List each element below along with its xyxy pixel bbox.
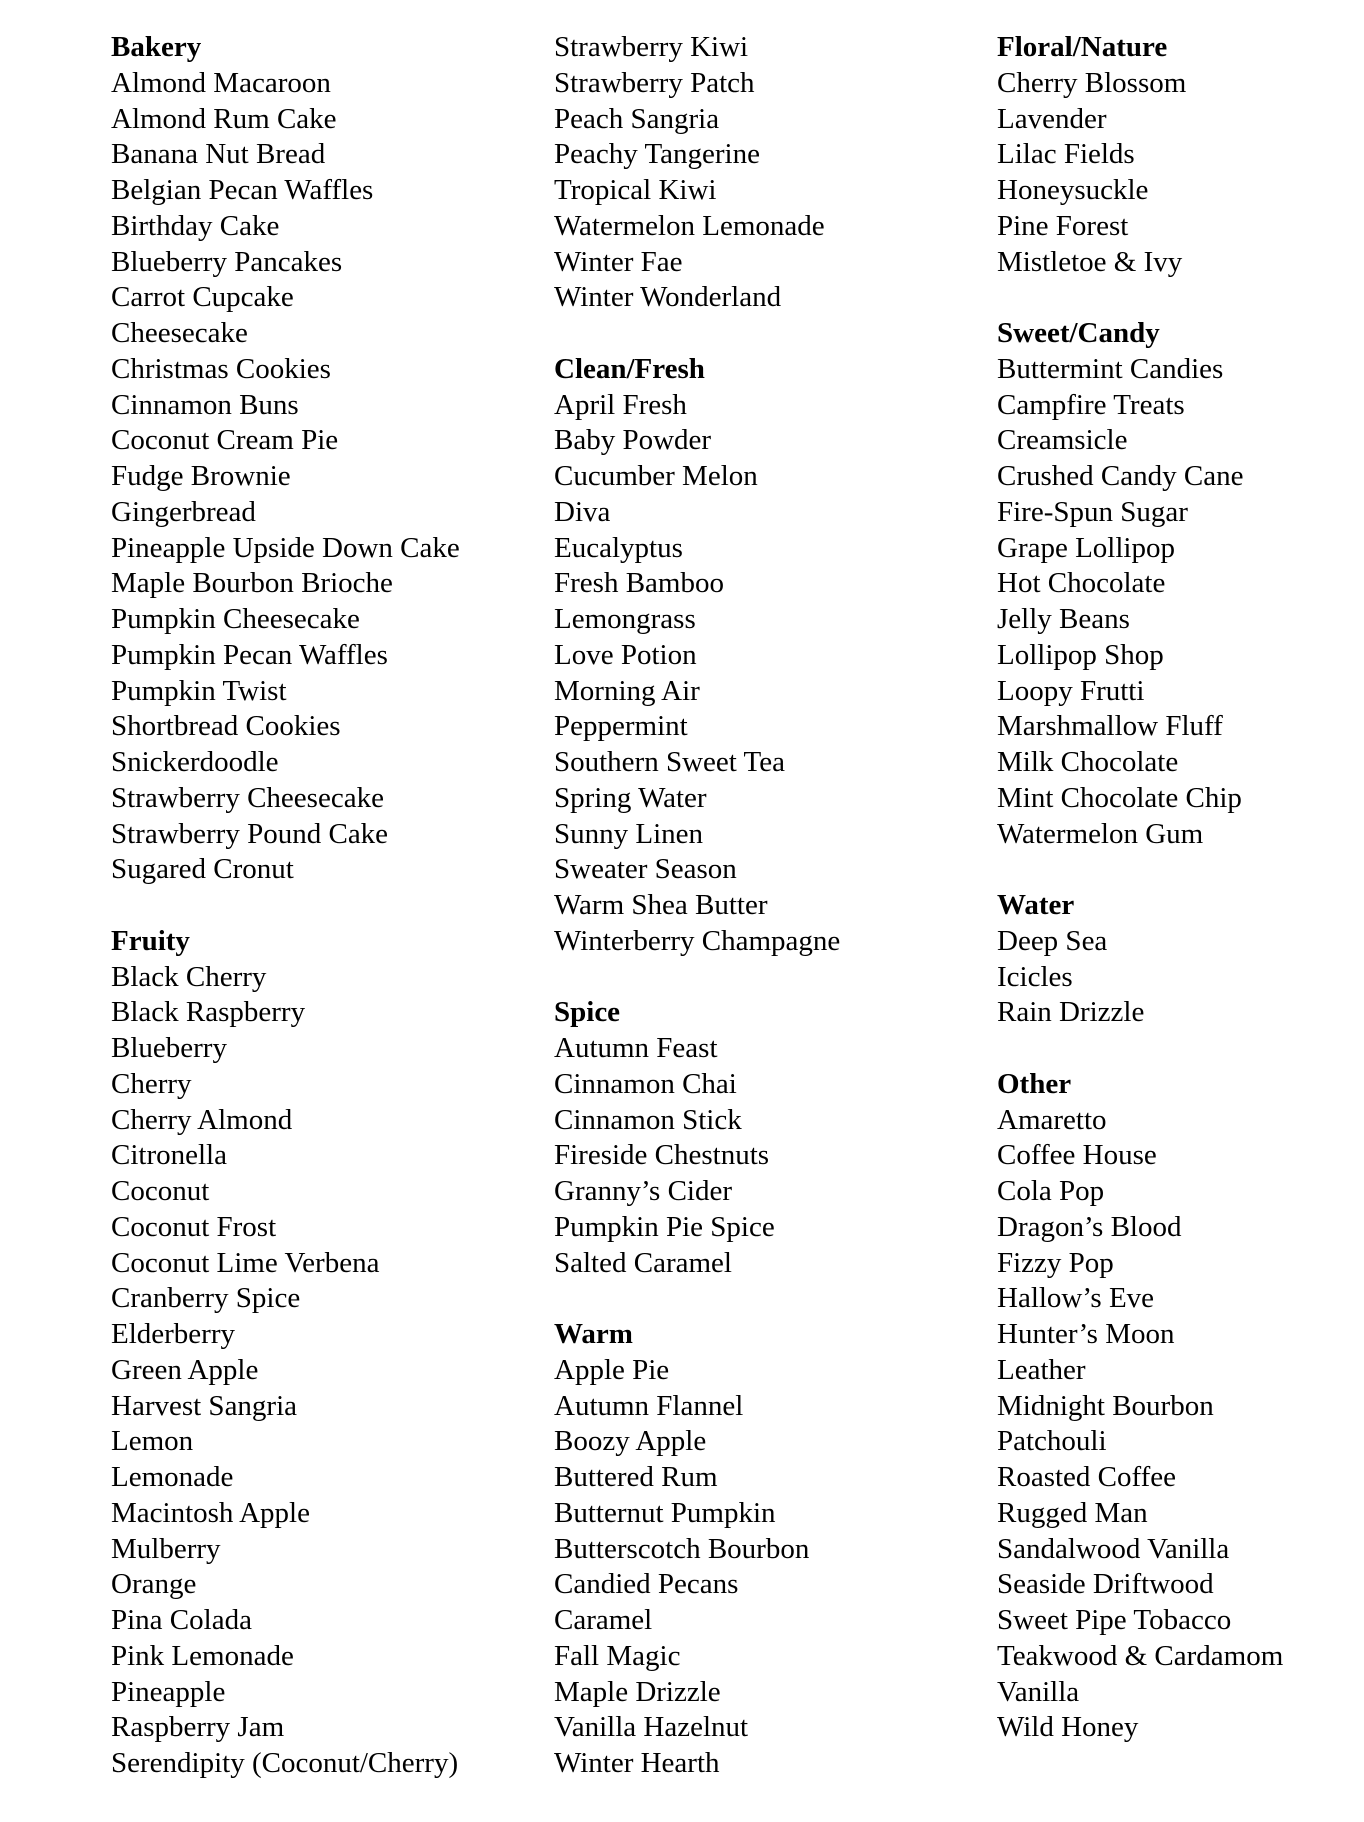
section-spacer <box>554 316 974 352</box>
scent-item: Almond Macaroon <box>111 66 331 99</box>
scent-item: Loopy Frutti <box>997 674 1145 707</box>
scent-item: Wild Honey <box>997 1711 1139 1744</box>
section-spacer <box>997 852 1364 888</box>
scent-item: Boozy Apple <box>554 1425 707 1458</box>
scent-item: Pumpkin Pecan Waffles <box>111 638 388 671</box>
scent-item: Mint Chocolate Chip <box>997 781 1242 814</box>
scent-item: Maple Bourbon Brioche <box>111 567 393 600</box>
scent-item: Creamsicle <box>997 424 1128 457</box>
scent-item: Buttered Rum <box>554 1461 718 1493</box>
scent-item: Coffee House <box>997 1139 1157 1172</box>
scent-item: Lavender <box>997 102 1107 135</box>
scent-item: Dragon’s Blood <box>997 1210 1182 1243</box>
scent-item: Lilac Fields <box>997 138 1135 171</box>
scent-item: Fireside Chestnuts <box>554 1139 770 1172</box>
scent-item: Peachy Tangerine <box>554 138 760 171</box>
scent-item: Belgian Pecan Waffles <box>111 174 374 206</box>
scent-item: Baby Powder <box>554 424 712 457</box>
scent-item: Cherry <box>111 1067 192 1100</box>
scent-item: Sweater Season <box>554 853 737 886</box>
scent-item: Strawberry Cheesecake <box>111 781 384 814</box>
scent-item: Salted Caramel <box>554 1246 732 1279</box>
column-1 <box>111 30 531 1782</box>
section-heading: Warm <box>554 1318 633 1350</box>
scent-item: Pink Lemonade <box>111 1639 294 1672</box>
scent-item: Tropical Kiwi <box>554 174 717 206</box>
scent-item: Hunter’s Moon <box>997 1318 1175 1350</box>
scent-item: Black Raspberry <box>111 996 306 1029</box>
scent-item: Patchouli <box>997 1425 1107 1458</box>
scent-item: Autumn Flannel <box>554 1389 744 1422</box>
section-heading: Bakery <box>111 31 202 63</box>
scent-item: Vanilla <box>997 1675 1080 1708</box>
scent-item: Diva <box>554 495 611 528</box>
scent-item: Marshmallow Fluff <box>997 710 1223 743</box>
scent-item: Pumpkin Twist <box>111 674 287 707</box>
scent-item: Southern Sweet Tea <box>554 746 785 778</box>
scent-item: Watermelon Gum <box>997 817 1204 850</box>
scent-item: Sandalwood Vanilla <box>997 1532 1230 1565</box>
scent-item: Coconut Frost <box>111 1210 277 1243</box>
scent-item: Cherry Blossom <box>997 66 1187 99</box>
scent-item: Leather <box>997 1353 1086 1386</box>
scent-item: Harvest Sangria <box>111 1389 298 1422</box>
scent-item: Elderberry <box>111 1318 235 1350</box>
scent-item: Lemongrass <box>554 603 696 635</box>
section-heading: Water <box>997 889 1075 921</box>
scent-item: Lollipop Shop <box>997 638 1164 671</box>
scent-item: Rain Drizzle <box>997 996 1145 1029</box>
column-3 <box>997 30 1364 1746</box>
scent-item: Pineapple <box>111 1675 226 1708</box>
scent-item: Strawberry Kiwi <box>554 31 749 63</box>
scent-item: Coconut Cream Pie <box>111 424 339 457</box>
scent-item: Honeysuckle <box>997 174 1149 206</box>
scent-item: Winter Wonderland <box>554 281 782 314</box>
scent-item: Caramel <box>554 1604 653 1636</box>
scent-item: Watermelon Lemonade <box>554 209 825 242</box>
scent-item: Roasted Coffee <box>997 1461 1177 1493</box>
scent-item: Teakwood & Cardamom <box>997 1639 1284 1672</box>
scent-item: Seaside Driftwood <box>997 1568 1214 1601</box>
scent-item: Strawberry Pound Cake <box>111 817 389 850</box>
scent-item: Pine Forest <box>997 209 1129 242</box>
scent-item: Coconut Lime Verbena <box>111 1246 380 1279</box>
scent-item: Sugared Cronut <box>111 853 294 886</box>
scent-item: Birthday Cake <box>111 209 280 242</box>
scent-item: Sunny Linen <box>554 817 704 850</box>
scent-item: Cherry Almond <box>111 1103 293 1136</box>
scent-item: Butterscotch Bourbon <box>554 1532 810 1565</box>
scent-item: Morning Air <box>554 674 700 707</box>
scent-item: Spring Water <box>554 781 707 814</box>
scent-item: Gingerbread <box>111 495 256 528</box>
scent-item: Fresh Bamboo <box>554 567 724 600</box>
scent-item: Coconut <box>111 1175 210 1207</box>
scent-item: Granny’s Cider <box>554 1175 732 1207</box>
scent-item: Deep Sea <box>997 924 1108 957</box>
scent-item: Apple Pie <box>554 1353 670 1386</box>
scent-item: Blueberry Pancakes <box>111 245 343 278</box>
scent-item: Grape Lollipop <box>997 531 1175 564</box>
scent-item: Raspberry Jam <box>111 1711 285 1744</box>
scent-item: Love Potion <box>554 638 697 671</box>
scent-item: Amaretto <box>997 1103 1107 1136</box>
scent-item: Campfire Treats <box>997 388 1185 421</box>
scent-item: April Fresh <box>554 388 687 421</box>
scent-item: Peppermint <box>554 710 688 743</box>
scent-item: Strawberry Patch <box>554 66 755 99</box>
scent-item: Fall Magic <box>554 1639 681 1672</box>
scent-item: Cinnamon Stick <box>554 1103 742 1136</box>
column-2 <box>554 30 974 1782</box>
section-spacer <box>111 888 531 924</box>
scent-item: Butternut Pumpkin <box>554 1496 776 1529</box>
scent-item: Snickerdoodle <box>111 746 279 778</box>
section-heading: Floral/Nature <box>997 31 1168 63</box>
scent-item: Winterberry Champagne <box>554 924 841 957</box>
section-heading: Spice <box>554 996 621 1029</box>
section-heading: Other <box>997 1067 1072 1100</box>
scent-item: Pina Colada <box>111 1604 252 1636</box>
scent-item: Maple Drizzle <box>554 1675 721 1708</box>
scent-item: Cucumber Melon <box>554 460 758 492</box>
scent-item: Orange <box>111 1568 197 1601</box>
scent-item: Sweet Pipe Tobacco <box>997 1604 1232 1636</box>
scent-item: Blueberry <box>111 1032 227 1064</box>
scent-item: Green Apple <box>111 1353 259 1386</box>
scent-item: Peach Sangria <box>554 102 720 135</box>
scent-item: Lemon <box>111 1425 194 1458</box>
scent-item: Vanilla Hazelnut <box>554 1711 749 1744</box>
scent-item: Almond Rum Cake <box>111 102 337 135</box>
section-heading: Sweet/Candy <box>997 317 1160 349</box>
scent-item: Carrot Cupcake <box>111 281 294 314</box>
section-heading: Fruity <box>111 924 190 957</box>
scent-item: Hot Chocolate <box>997 567 1166 600</box>
scent-item: Christmas Cookies <box>111 352 331 385</box>
scent-item: Winter Hearth <box>554 1747 720 1779</box>
scent-item: Rugged Man <box>997 1496 1148 1529</box>
scent-item: Cranberry Spice <box>111 1282 301 1315</box>
scent-item: Midnight Bourbon <box>997 1389 1214 1422</box>
scent-item: Cola Pop <box>997 1175 1105 1207</box>
scent-item: Pumpkin Cheesecake <box>111 603 360 635</box>
scent-item: Fizzy Pop <box>997 1246 1114 1279</box>
scent-item: Mistletoe & Ivy <box>997 245 1183 278</box>
scent-item: Eucalyptus <box>554 531 683 564</box>
scent-item: Winter Fae <box>554 245 683 278</box>
scent-item: Lemonade <box>111 1461 234 1493</box>
scent-item: Cinnamon Chai <box>554 1067 737 1100</box>
section-spacer <box>997 1031 1364 1067</box>
scent-item: Citronella <box>111 1139 227 1172</box>
scent-item: Candied Pecans <box>554 1568 739 1601</box>
scent-item: Pineapple Upside Down Cake <box>111 531 460 564</box>
section-spacer <box>554 1281 974 1317</box>
section-spacer <box>554 960 974 996</box>
scent-item: Macintosh Apple <box>111 1496 310 1529</box>
scent-item: Banana Nut Bread <box>111 138 326 171</box>
scent-item: Milk Chocolate <box>997 746 1179 778</box>
section-heading: Clean/Fresh <box>554 352 705 385</box>
scent-item: Buttermint Candies <box>997 352 1224 385</box>
scent-item: Icicles <box>997 960 1073 993</box>
scent-item: Autumn Feast <box>554 1032 718 1064</box>
scent-item: Black Cherry <box>111 960 267 993</box>
scent-item: Cinnamon Buns <box>111 388 299 421</box>
scent-item: Warm Shea Butter <box>554 889 768 921</box>
scent-item: Jelly Beans <box>997 603 1130 635</box>
scent-item: Hallow’s Eve <box>997 1282 1155 1315</box>
scent-item: Pumpkin Pie Spice <box>554 1210 775 1243</box>
scent-item: Fudge Brownie <box>111 460 291 492</box>
scent-item: Fire-Spun Sugar <box>997 495 1188 528</box>
scent-item: Crushed Candy Cane <box>997 460 1244 492</box>
scent-item: Shortbread Cookies <box>111 710 341 743</box>
scent-item: Serendipity (Coconut/Cherry) <box>111 1747 459 1779</box>
scent-item: Mulberry <box>111 1532 221 1565</box>
scent-item: Cheesecake <box>111 317 248 349</box>
section-spacer <box>997 280 1364 316</box>
